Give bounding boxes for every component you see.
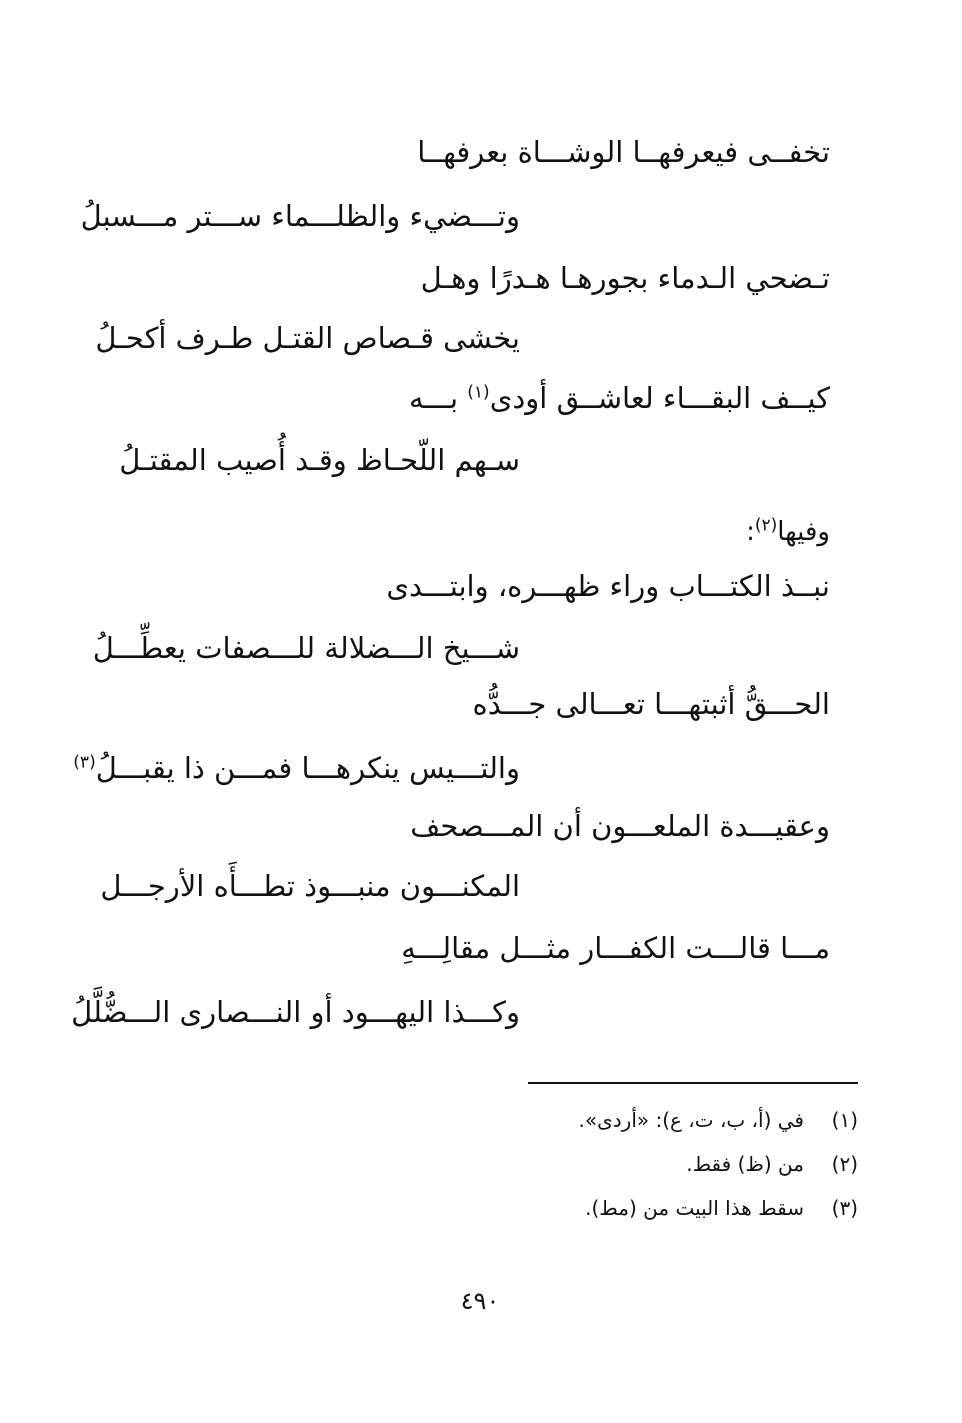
footnotes	[458, 1098, 858, 1230]
footnote-2	[458, 1142, 858, 1186]
verse-6-first-hemistich	[390, 806, 830, 846]
section-intro	[530, 512, 830, 552]
verse-text: الحـــقُّ أثبتهـــا تعـــالى جـــدُّه	[472, 687, 830, 721]
verse-4-first-hemistich	[386, 566, 830, 606]
footnote-3	[458, 1186, 858, 1230]
verse-4-second-hemistich	[92, 628, 520, 668]
verse-3-first-hemistich	[390, 378, 830, 418]
verse-text: نبــذ الكتـــاب وراء ظهـــره، وابتـــدى	[386, 569, 830, 603]
footnote-number: (٣)	[831, 1196, 858, 1220]
verse-text: والتـــيس ينكرهـــا فمـــن ذا يقبـــلُ	[95, 751, 520, 785]
footnote-number: (١)	[831, 1108, 858, 1132]
verse-2-second-hemistich	[95, 318, 520, 358]
footnote-separator	[528, 1082, 858, 1084]
verse-text: يخشى قـصاص القتـل طـرف أكحـلُ	[95, 321, 520, 355]
verse-5-second-hemistich	[73, 748, 520, 788]
footnote-number: (٢)	[831, 1152, 858, 1176]
verse-text: كيــف البقـــاء لعاشــق أودى	[489, 381, 830, 415]
verse-text: وكـــذا اليهـــود أو النـــصارى الـــضُّلَّلُ	[71, 995, 520, 1029]
verse-text-tail: بـــه	[408, 381, 468, 415]
footnote-text: سقط هذا البيت من (مط).	[585, 1196, 804, 1220]
verse-text: مـــا قالـــت الكفـــار مثـــل مقالِـــهِ	[401, 931, 830, 965]
verse-2-first-hemistich	[390, 258, 830, 298]
verse-text: شـــيخ الـــضلالة للـــصفات يعطِّـــلُ	[92, 631, 520, 665]
intro-text: وفيها	[777, 517, 830, 547]
verse-text: تـضحي الـدماء بجورهـا هـدرًا وهـل	[420, 261, 830, 295]
footnote-reference[interactable]: (١)	[467, 382, 490, 403]
verse-1-second-hemistich	[80, 196, 520, 236]
verse-1-first-hemistich	[390, 132, 830, 172]
verse-3-second-hemistich	[100, 440, 520, 480]
footnote-text: في (أ، ب، ت، ع): «أردى».	[578, 1108, 804, 1132]
verse-7-second-hemistich	[71, 992, 520, 1032]
verse-7-first-hemistich	[390, 928, 830, 968]
verse-text: المكنـــون منبـــوذ تطـــأَه الأرجـــل	[100, 869, 520, 903]
verse-text: سـهم اللّحـاظ وقـد أُصيب المقتـلُ	[119, 443, 520, 477]
verse-text: وتـــضيء والظلـــماء ســـتر مـــسبلُ	[80, 199, 520, 233]
verse-6-second-hemistich	[100, 866, 520, 906]
verse-5-first-hemistich	[390, 684, 830, 724]
footnote-text: من (ظ) فقط.	[686, 1152, 804, 1176]
page-number: ٤٩٠	[460, 1287, 500, 1315]
footnote-reference[interactable]: (٢)	[754, 515, 778, 536]
footnote-reference[interactable]: (٣)	[73, 752, 96, 773]
intro-colon: :	[746, 517, 755, 547]
footnote-1	[458, 1098, 858, 1142]
verse-text: وعقيـــدة الملعـــون أن المـــصحف	[410, 809, 830, 843]
verse-text: تخفــى فيعرفهــا الوشـــاة بعرفهــا	[417, 135, 830, 169]
